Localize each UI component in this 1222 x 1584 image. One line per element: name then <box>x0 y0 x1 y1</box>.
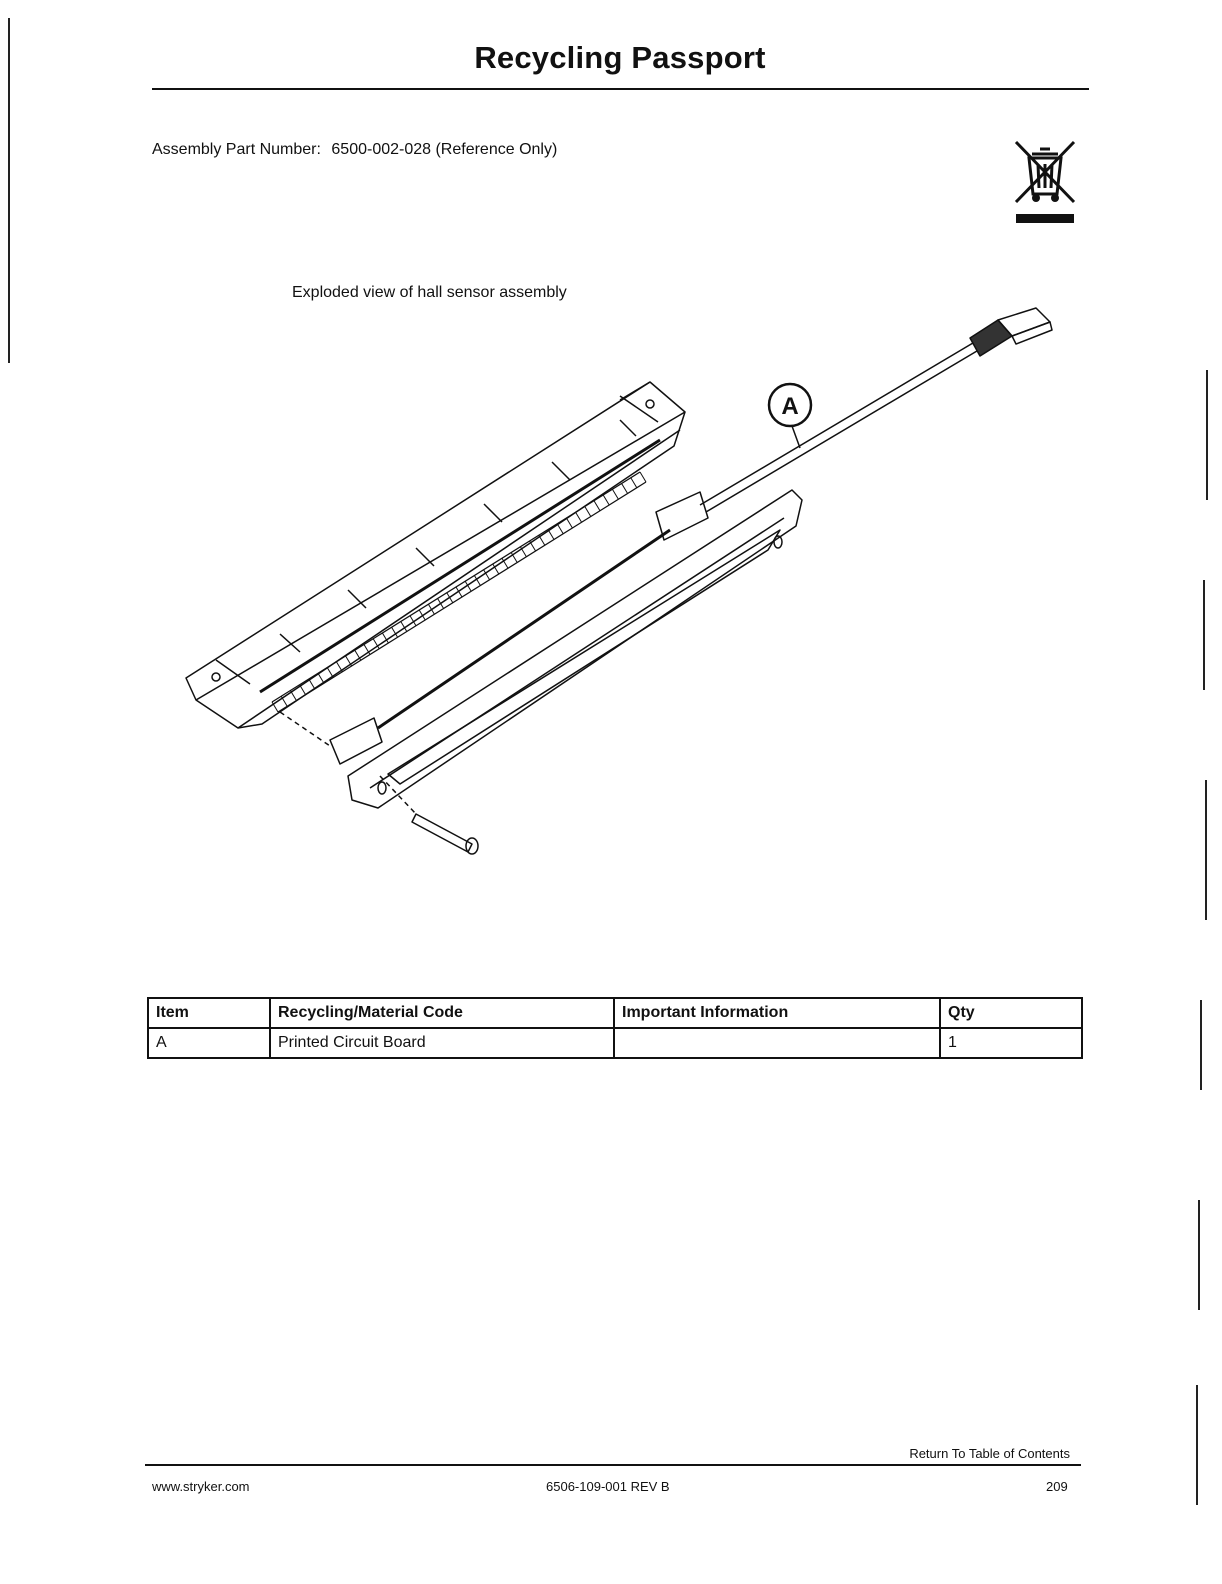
recycling-table <box>147 997 1083 1059</box>
cell-item: A <box>148 1028 270 1058</box>
page-title: Recycling Passport <box>474 40 766 75</box>
table-row <box>148 1028 1082 1058</box>
scan-artifact <box>1198 1200 1200 1310</box>
assembly-part-label: Assembly Part Number: <box>152 141 321 158</box>
sensor-housing <box>186 382 685 728</box>
footer-rule <box>145 1464 1081 1466</box>
cell-qty: 1 <box>940 1028 1082 1058</box>
hall-sensor-diagram <box>180 300 1060 860</box>
footer-page-number: 209 <box>1046 1479 1068 1494</box>
assembly-part-number <box>152 141 557 159</box>
scan-artifact <box>1200 1000 1202 1090</box>
header-qty: Qty <box>940 998 1082 1028</box>
footer-website: www.stryker.com <box>152 1479 250 1494</box>
assembly-part-value: 6500-002-028 (Reference Only) <box>331 141 558 158</box>
cell-important-info <box>614 1028 940 1058</box>
sensor-comb-teeth <box>272 472 646 712</box>
scan-artifact <box>1205 780 1207 920</box>
scan-artifact <box>1196 1385 1198 1505</box>
screw <box>412 814 478 854</box>
callout-a-label: A <box>781 393 799 420</box>
table-header-row <box>148 998 1082 1028</box>
pcb-cable <box>700 308 1052 512</box>
footer-doc-number: 6506-109-001 REV B <box>546 1479 670 1494</box>
scan-artifact <box>1203 580 1205 690</box>
header-material-code: Recycling/Material Code <box>270 998 614 1028</box>
crossed-out-wheelie-bin-icon <box>1012 138 1078 228</box>
scan-artifact <box>1206 370 1208 500</box>
diagram-caption: Exploded view of hall sensor assembly <box>292 284 567 301</box>
return-to-toc-link[interactable]: Return To Table of Contents <box>909 1446 1070 1461</box>
title-rule <box>152 88 1089 90</box>
cell-material-code: Printed Circuit Board <box>270 1028 614 1058</box>
sensor-cover <box>348 490 802 808</box>
header-item: Item <box>148 998 270 1028</box>
header-important-info: Important Information <box>614 998 940 1028</box>
